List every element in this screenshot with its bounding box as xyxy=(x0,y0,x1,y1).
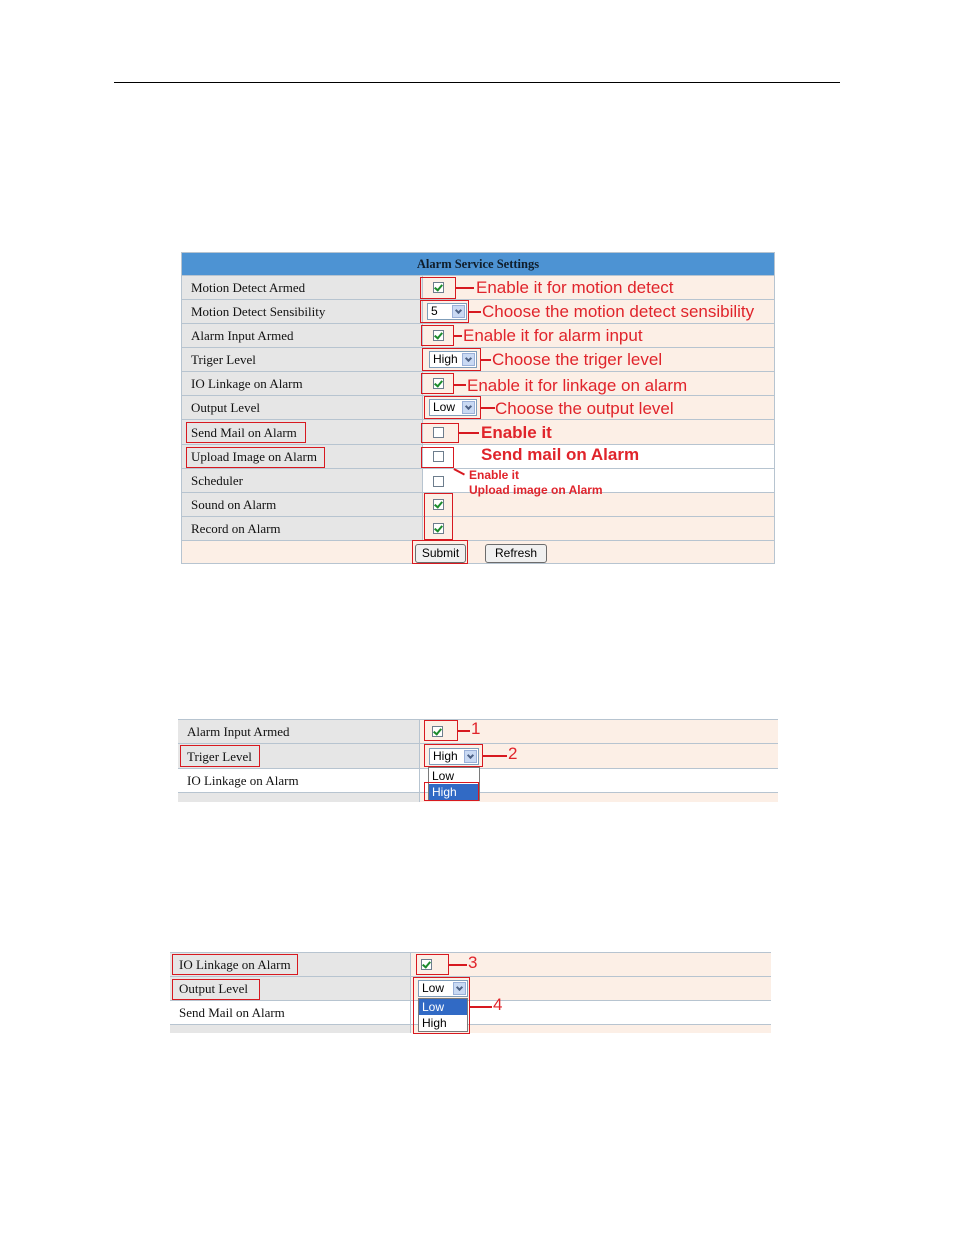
row-label: IO Linkage on Alarm xyxy=(182,372,423,396)
select-value: High xyxy=(433,352,458,366)
marker-1: 1 xyxy=(471,719,481,738)
annotation-line xyxy=(458,730,470,732)
send-mail-label-highlight xyxy=(186,422,306,443)
annotation-box xyxy=(421,447,454,468)
row-label xyxy=(170,1025,411,1033)
row-label: Sound on Alarm xyxy=(182,493,423,517)
refresh-button[interactable]: Refresh xyxy=(485,544,547,563)
marker-2: 2 xyxy=(508,744,518,763)
annotation-box xyxy=(420,277,456,299)
dropdown-option-low[interactable]: Low xyxy=(419,999,467,1015)
settings-row-record xyxy=(182,516,774,541)
row-label: Motion Detect Armed xyxy=(182,276,423,300)
annotation-upload-enable: Enable it xyxy=(469,468,520,482)
annotation-box xyxy=(421,423,459,443)
annotation-line xyxy=(459,432,479,434)
annotation-triger-level: Choose the triger level xyxy=(492,350,663,369)
annotation-box xyxy=(421,373,454,394)
annotation-box xyxy=(424,493,453,540)
dropdown-option-high[interactable]: High xyxy=(422,1016,447,1030)
annotation-line xyxy=(449,964,467,966)
annotation-box xyxy=(413,977,470,1034)
annotation-box xyxy=(421,325,454,346)
annotation-motion-detect: Enable it for motion detect xyxy=(476,278,674,297)
annotation-alarm-input: Enable it for alarm input xyxy=(463,326,643,345)
marker-3: 3 xyxy=(468,953,478,972)
annotation-box xyxy=(424,720,458,741)
row-label: Scheduler xyxy=(182,469,423,493)
row-label: Upload Image on Alarm xyxy=(182,445,423,469)
page-header-rule xyxy=(114,82,840,83)
row-label: Record on Alarm xyxy=(182,517,423,541)
row-label: Send Mail on Alarm xyxy=(182,420,423,445)
annotation-box xyxy=(424,744,483,767)
select-value: 5 xyxy=(431,304,438,318)
upload-image-label-highlight xyxy=(186,447,325,468)
dropdown-option-high[interactable]: High xyxy=(429,784,479,800)
annotation-box xyxy=(422,348,481,371)
example-row-output-level xyxy=(170,976,771,1001)
row-label: IO Linkage on Alarm xyxy=(170,953,411,977)
settings-row-buttons xyxy=(182,540,774,564)
annotation-box xyxy=(424,396,481,419)
row-label: Triger Level xyxy=(182,348,423,372)
row-label: Send Mail on Alarm xyxy=(170,1001,411,1025)
annotation-enable-it: Enable it xyxy=(481,423,552,442)
output-level-label-highlight xyxy=(172,979,260,1000)
annotation-io-linkage: Enable it for linkage on alarm xyxy=(467,376,688,395)
example-row-send-mail xyxy=(170,1000,771,1025)
annotation-line xyxy=(470,1006,492,1008)
example-row-cut xyxy=(170,1024,771,1033)
row-label: Alarm Input Armed xyxy=(178,720,420,744)
marker-4: 4 xyxy=(493,995,503,1014)
annotation-line xyxy=(481,407,495,409)
row-label: Output Level xyxy=(170,977,411,1001)
submit-button[interactable]: Submit xyxy=(415,544,466,563)
annotation-box xyxy=(420,300,469,323)
panel-title: Alarm Service Settings xyxy=(182,253,774,275)
scheduler-checkbox[interactable] xyxy=(433,476,444,487)
annotation-line xyxy=(469,311,481,313)
annotation-upload-image: Upload image on Alarm xyxy=(469,483,603,497)
row-label: Alarm Input Armed xyxy=(182,324,423,348)
annotation-line xyxy=(481,359,491,361)
select-value: Low xyxy=(422,981,445,995)
row-label: Triger Level xyxy=(178,744,420,769)
row-label: Motion Detect Sensibility xyxy=(182,300,423,324)
annotation-line xyxy=(483,755,507,757)
row-label xyxy=(178,793,420,802)
annotation-line xyxy=(456,287,474,289)
row-label: IO Linkage on Alarm xyxy=(178,769,420,793)
select-value: High xyxy=(433,749,458,763)
annotation-line xyxy=(454,335,462,337)
submit-button-highlight xyxy=(412,540,468,564)
annotation-output-level: Choose the output level xyxy=(495,399,674,418)
annotation-line xyxy=(454,384,466,386)
annotation-send-mail: Send mail on Alarm xyxy=(481,445,640,464)
annotation-sensibility: Choose the motion detect sensibility xyxy=(482,302,755,321)
row-label: Output Level xyxy=(182,396,423,420)
annotation-box xyxy=(416,954,449,975)
triger-level-label-highlight xyxy=(180,745,260,767)
select-value: Low xyxy=(433,400,456,414)
io-linkage-label-highlight xyxy=(172,954,298,975)
dropdown-option-low[interactable]: Low xyxy=(432,769,455,783)
annotation-box xyxy=(424,782,479,801)
